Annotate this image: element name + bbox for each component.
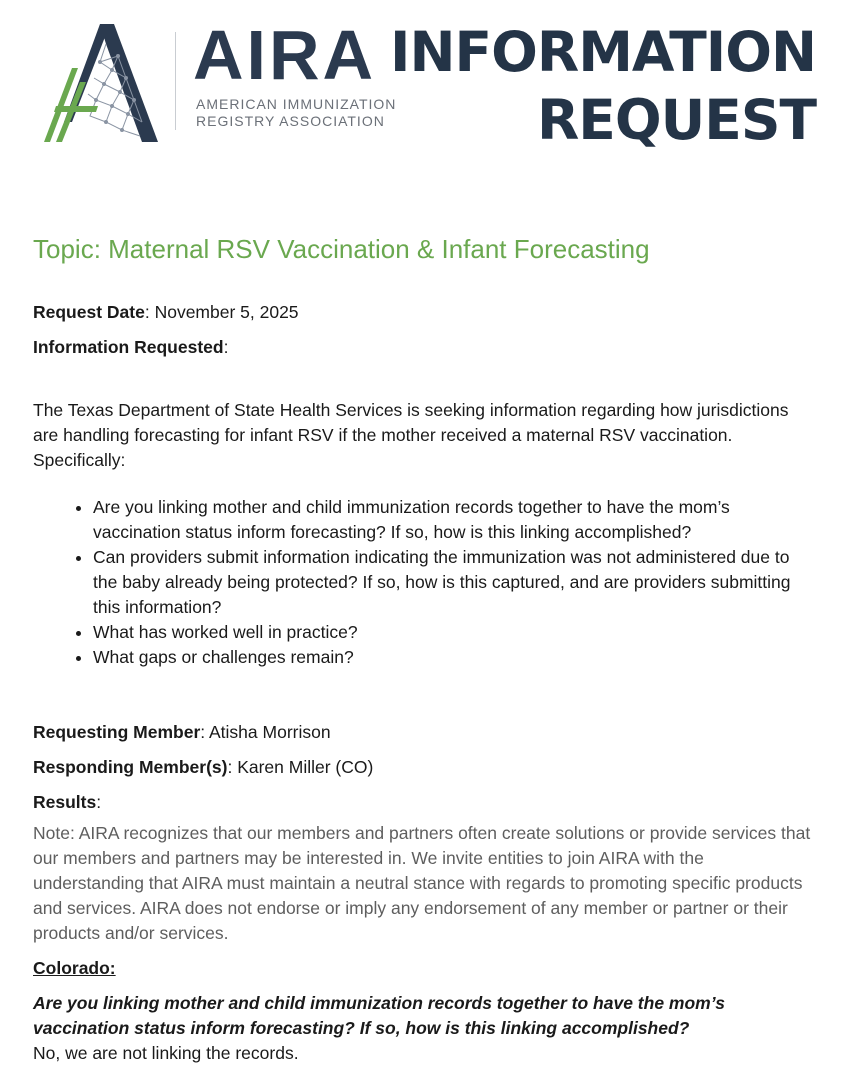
responding-members-label: Responding Member(s) xyxy=(33,757,228,777)
information-requested-label: Information Requested xyxy=(33,337,224,357)
list-item: • Are you linking mother and child immunization records together to have the mom’s vaccination status inform forecasting? If so, how is this linking accomplished? xyxy=(93,495,818,545)
questions-list xyxy=(33,495,818,670)
request-date-value: : November 5, 2025 xyxy=(144,302,299,322)
intro-paragraph: The Texas Department of State Health Services is seeking information regarding how jurisdictions are handling forecasting for infant RSV if the mother received a maternal RSV vaccination. Specifically: xyxy=(33,400,789,470)
results-suffix: : xyxy=(96,792,102,812)
request-date-field xyxy=(33,300,818,325)
logo-subtitle-line2: REGISTRY ASSOCIATION xyxy=(196,113,385,129)
aira-logo-mark xyxy=(42,22,160,144)
colorado-question: Are you linking mother and child immunization records together to have the mom’s vaccination status inform forecasting? If so, how is this linking accomplished? xyxy=(33,993,726,1038)
request-date-label: Request Date xyxy=(33,302,145,322)
responding-members-field xyxy=(33,755,818,780)
document-body xyxy=(33,300,818,1066)
list-item: • What gaps or challenges remain? xyxy=(93,645,818,670)
logo-subtitle-line1: AMERICAN IMMUNIZATION xyxy=(196,96,397,112)
information-requested-suffix: : xyxy=(223,337,229,357)
responding-members-value: : Karen Miller (CO) xyxy=(227,757,374,777)
requesting-member-value: : Atisha Morrison xyxy=(200,722,331,742)
colorado-answer: No, we are not linking the records. xyxy=(33,1043,299,1063)
results-label: Results xyxy=(33,792,97,812)
page-title xyxy=(390,18,816,154)
requesting-member-field xyxy=(33,720,818,745)
logo-wordmark: AIRA xyxy=(193,16,377,94)
disclaimer-note: Note: AIRA recognizes that our members and partners often create solutions or provide services that our members and partners may be interested in. We invite entities to join AIRA with the understanding that AIRA must maintain a neutral stance with regards to promoting specific products and services. AIRA does not endorse or imply any endorsement of any member or partner or their products and/or services. xyxy=(33,823,811,943)
colorado-heading: Colorado: xyxy=(33,958,116,978)
topic-heading: Topic: Maternal RSV Vaccination & Infant Forecasting xyxy=(33,234,650,264)
logo-divider xyxy=(175,32,176,130)
title-line1: INFORMATION xyxy=(390,20,816,84)
results-field xyxy=(33,790,818,815)
title-line2: REQUEST xyxy=(536,88,816,152)
logo-subtitle xyxy=(196,96,396,130)
list-item: • What has worked well in practice? xyxy=(93,620,818,645)
information-requested-field xyxy=(33,335,818,360)
list-item: • Can providers submit information indicating the immunization was not administered due to the baby already being protected? If so, how is this captured, and are providers submitting this information? xyxy=(93,545,818,620)
requesting-member-label: Requesting Member xyxy=(33,722,201,742)
